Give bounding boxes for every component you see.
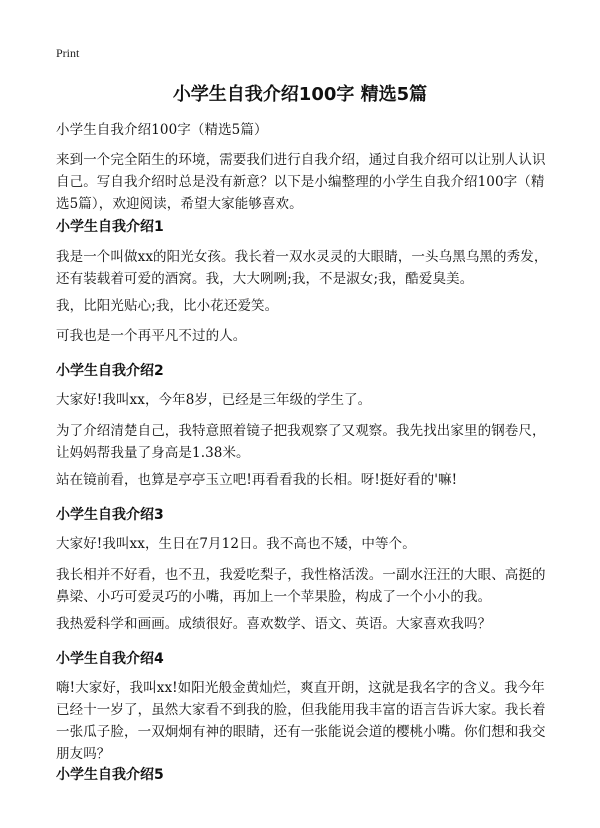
section-heading-2: 小学生自我介绍2	[56, 363, 164, 379]
section-1-paragraph-3: 可我也是一个再平凡不过的人。	[56, 328, 247, 344]
page-title: 小学生自我介绍100字 精选5篇	[172, 84, 428, 105]
section-3-paragraph-2: 我长相并不好看，也不丑，我爱吃梨子，我性格活泼。一副水汪汪的大眼、高挺的鼻梁、小巧可爱灵巧的小嘴，再加上一个苹果脸，构成了一个小小的我。	[56, 567, 546, 605]
section-2-paragraph-2: 为了介绍清楚自己，我特意照着镜子把我观察了又观察。我先找出家里的钢卷尺，让妈妈帮我量了身高是1.38米。	[56, 423, 546, 461]
section-3-paragraph-3: 我热爱科学和画画。成绩很好。喜欢数学、语文、英语。大家喜欢我吗？	[56, 616, 492, 632]
print-link[interactable]: Print	[56, 46, 80, 60]
section-heading-1: 小学生自我介绍1	[56, 219, 164, 235]
section-heading-3: 小学生自我介绍3	[56, 507, 164, 523]
intro-paragraph: 来到一个完全陌生的环境，需要我们进行自我介绍，通过自我介绍可以让别人认识自己。写自我介绍时总是没有新意？以下是小编整理的小学生自我介绍100字（精选5篇），欢迎阅读，希望大家能够喜欢。	[56, 152, 546, 212]
section-4-paragraph-1: 嗨!大家好，我叫xx!如阳光般金黄灿烂，爽直开朗，这就是我名字的含义。我今年已经十一岁了，虽然大家看不到我的脸，但我能用我丰富的语言告诉大家。我长着一张瓜子脸，一双炯炯有神的眼睛，还有一张能说会道的樱桃小嘴。你们想和我交朋友吗？	[56, 680, 546, 762]
section-heading-4: 小学生自我介绍4	[56, 651, 164, 667]
section-2-paragraph-1: 大家好!我叫xx，今年8岁，已经是三年级的学生了。	[56, 392, 372, 408]
section-3-paragraph-1: 大家好!我叫xx，生日在7月12日。我不高也不矮，中等个。	[56, 536, 416, 552]
section-1-paragraph-2: 我，比阳光贴心;我，比小花还爱笑。	[56, 298, 279, 314]
section-heading-5: 小学生自我介绍5	[56, 767, 164, 783]
section-2-paragraph-3: 站在镜前看，也算是亭亭玉立吧!再看看我的长相。呀!挺好看的'嘛!	[56, 472, 458, 488]
section-1-paragraph-1: 我是一个叫做xx的阳光女孩。我长着一双水灵灵的大眼睛，一头乌黑乌黑的秀发，还有装载着可爱的酒窝。我，大大咧咧;我，不是淑女;我，酷爱臭美。	[56, 249, 548, 287]
article-subtitle: 小学生自我介绍100字（精选5篇）	[56, 122, 268, 138]
